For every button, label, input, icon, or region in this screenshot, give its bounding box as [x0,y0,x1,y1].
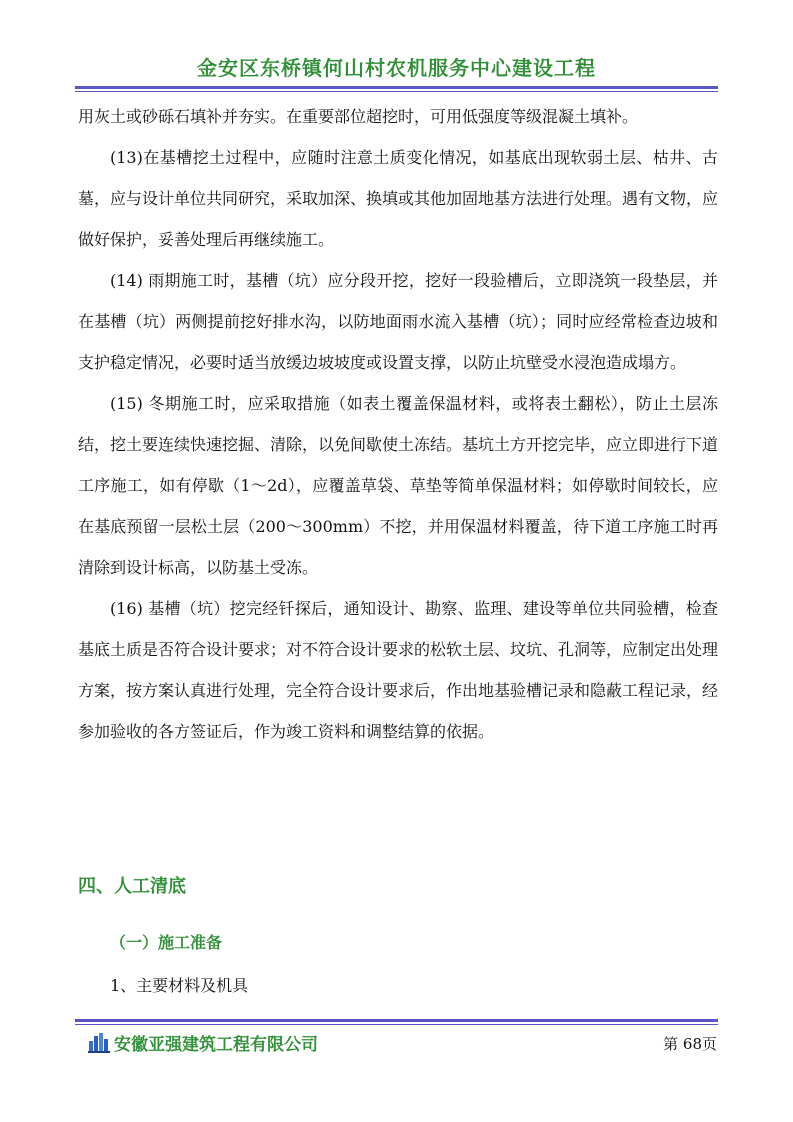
paragraph-15: (15) 冬期施工时，应采取措施（如表土覆盖保温材料，或将表土翻松），防止土层冻结，挖土要连续快速挖掘、清除，以免间歇使土冻结。基坑土方开挖完毕，应立即进行下道工序施工，如有停歇（1～2d），应覆盖草袋、草垫等简单保温材料；如停歇时间较长，应在基底预留一层松土层（200～300mm）不挖，并用保温材料覆盖，待下道工序施工时再清除到设计标高，以防基土受冻。 [78,394,719,577]
footer-rule-thick [75,1019,718,1022]
footer-rule-thin [75,1024,718,1025]
paragraph-13: (13)在基槽挖土过程中，应随时注意土质变化情况，如基底出现软弱土层、枯井、古墓，应与设计单位共同研究，采取加深、换填或其他加固地基方法进行处理。遇有文物，应做好保护，妥善处理后再继续施工。 [78,148,719,249]
building-logo-icon [88,1033,110,1053]
header-rule-thick [75,86,718,89]
footer-page-number: 第 68页 [663,1035,717,1053]
paragraph-continuation: 用灰土或砂砾石填补并夯实。在重要部位超挖时，可用低强度等级混凝土填补。 [78,107,639,126]
footer-company [88,1030,318,1055]
page-header-title: 金安区东桥镇何山村农机服务中心建设工程 [197,56,596,80]
subsection-heading: （一）施工准备 [110,933,223,952]
paragraph-14: (14) 雨期施工时，基槽（坑）应分段开挖，挖好一段验槽后，立即浇筑一段垫层，并在基槽（坑）两侧提前挖好排水沟，以防地面雨水流入基槽（坑）；同时应经常检查边坡和支护稳定情况，必要时适当放缓边坡坡度或设置支撑，以防止坑壁受水浸泡造成塌方。 [78,271,718,372]
section-heading: 四、人工清底 [78,876,186,897]
footer-company-name: 安徽亚强建筑工程有限公司 [114,1035,318,1055]
paragraph-16: (16) 基槽（坑）挖完经钎探后，通知设计、勘察、监理、建设等单位共同验槽，检查基底土质是否符合设计要求；对不符合设计要求的松软土层、坟坑、孔洞等，应制定出处理方案，按方案认真进行处理，完全符合设计要求后，作出地基验槽记录和隐蔽工程记录，经参加验收的各方签证后，作为竣工资料和调整结算的依据。 [78,599,719,741]
header-rule-thin [75,91,718,92]
list-item: 1、主要材料及机具 [110,976,249,995]
document-body [78,96,718,752]
